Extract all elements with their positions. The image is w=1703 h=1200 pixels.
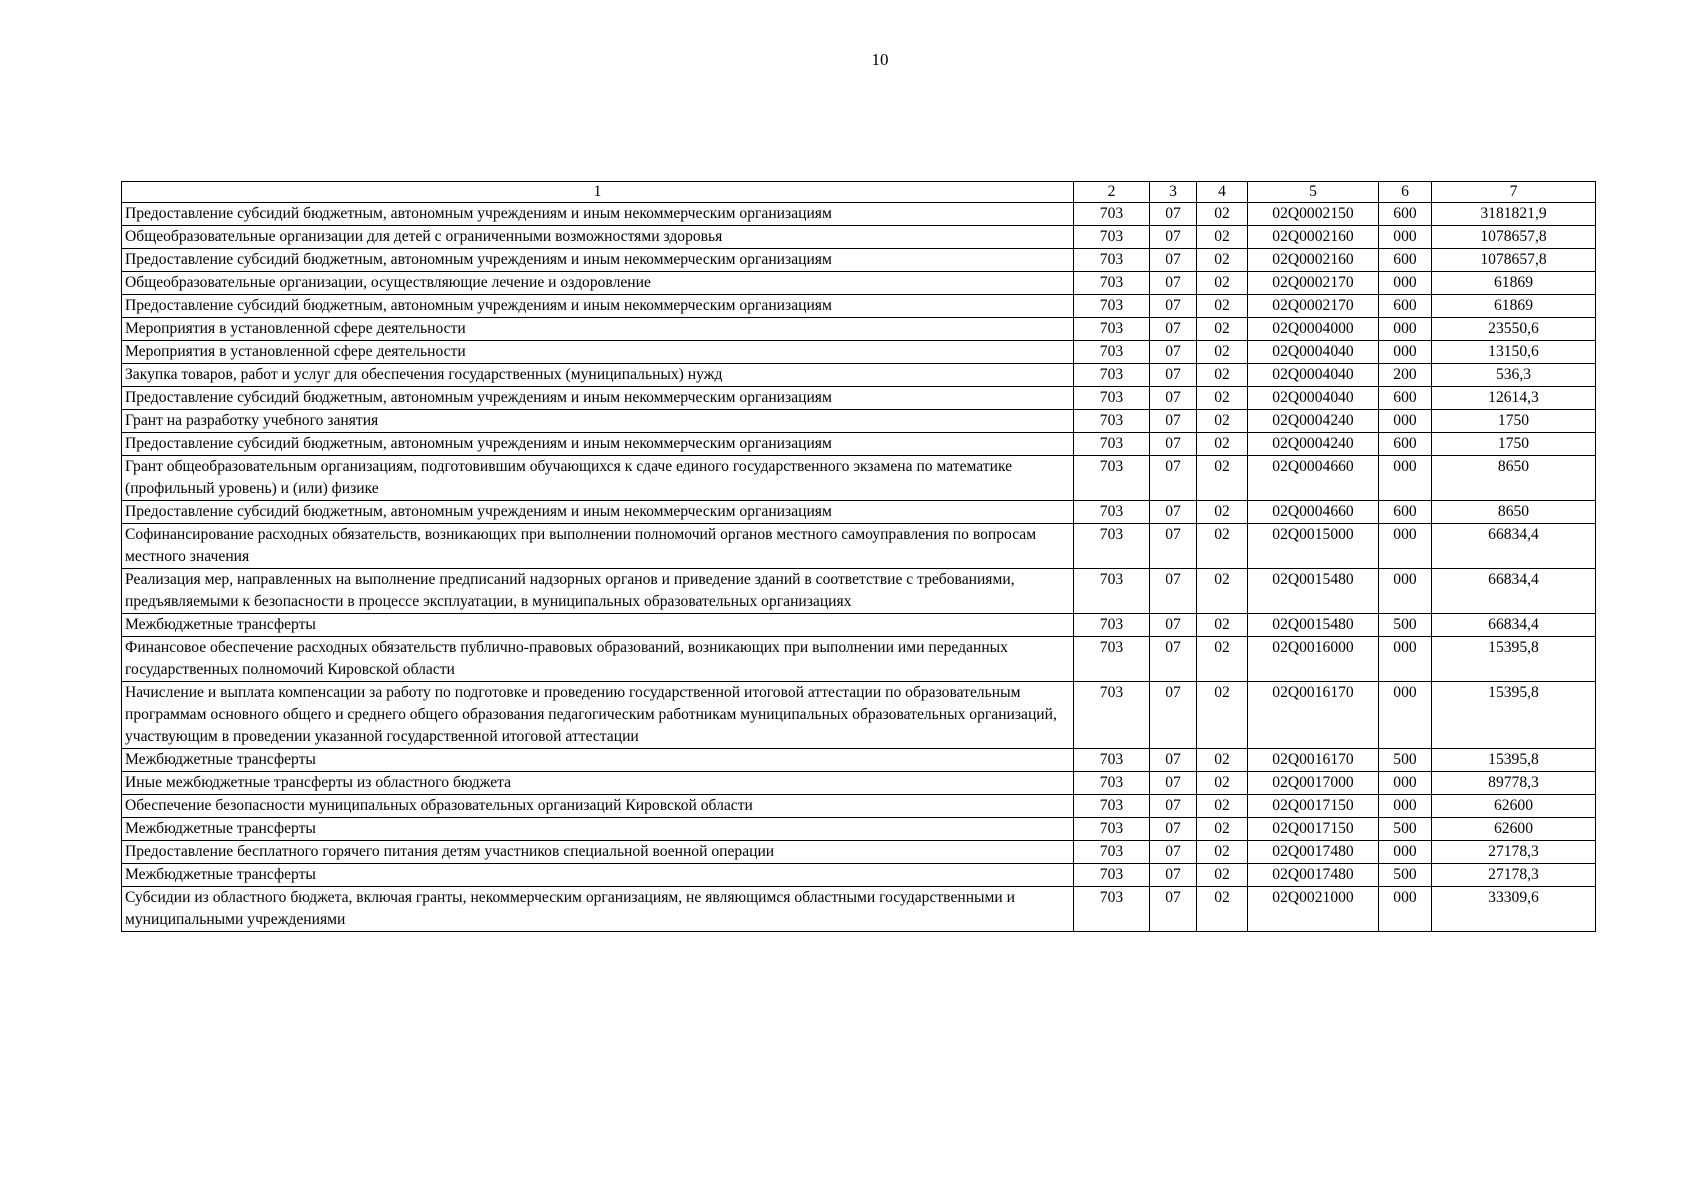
row-code-subsection: 02: [1197, 841, 1248, 864]
row-code-expense-type: 600: [1379, 387, 1432, 410]
row-amount: 66834,4: [1432, 524, 1596, 569]
table-row: [122, 387, 1596, 410]
row-amount: 33309,6: [1432, 887, 1596, 932]
row-code-gr: 703: [1074, 295, 1150, 318]
row-amount: 12614,3: [1432, 387, 1596, 410]
row-amount: 8650: [1432, 456, 1596, 501]
header-cell: 1: [122, 182, 1074, 203]
row-code-expense-type: 000: [1379, 682, 1432, 749]
table-row: [122, 410, 1596, 433]
row-code-gr: 703: [1074, 249, 1150, 272]
row-code-expense-type: 600: [1379, 203, 1432, 226]
row-amount: 3181821,9: [1432, 203, 1596, 226]
row-amount: 536,3: [1432, 364, 1596, 387]
row-code-section: 07: [1150, 295, 1197, 318]
row-code-subsection: 02: [1197, 637, 1248, 682]
row-code-expense-type: 000: [1379, 524, 1432, 569]
row-code-section: 07: [1150, 569, 1197, 614]
row-code-subsection: 02: [1197, 364, 1248, 387]
row-code-expense-type: 500: [1379, 614, 1432, 637]
row-code-gr: 703: [1074, 637, 1150, 682]
row-code-subsection: 02: [1197, 249, 1248, 272]
row-amount: 66834,4: [1432, 614, 1596, 637]
table-row: [122, 456, 1596, 501]
row-code-expense-type: 600: [1379, 433, 1432, 456]
row-code-section: 07: [1150, 456, 1197, 501]
row-code-target: 02Q0017150: [1248, 795, 1379, 818]
table-row: [122, 226, 1596, 249]
row-code-target: 02Q0004240: [1248, 410, 1379, 433]
row-code-expense-type: 000: [1379, 341, 1432, 364]
table-row: [122, 795, 1596, 818]
row-code-subsection: 02: [1197, 524, 1248, 569]
table-row: [122, 614, 1596, 637]
table-row: [122, 569, 1596, 614]
row-code-target: 02Q0017000: [1248, 772, 1379, 795]
row-code-expense-type: 500: [1379, 864, 1432, 887]
row-code-gr: 703: [1074, 524, 1150, 569]
row-code-target: 02Q0002170: [1248, 272, 1379, 295]
row-code-section: 07: [1150, 387, 1197, 410]
row-amount: 15395,8: [1432, 749, 1596, 772]
row-code-target: 02Q0016170: [1248, 682, 1379, 749]
row-code-gr: 703: [1074, 456, 1150, 501]
budget-table-container: [121, 181, 1595, 932]
row-code-gr: 703: [1074, 864, 1150, 887]
table-row: [122, 524, 1596, 569]
row-amount: 13150,6: [1432, 341, 1596, 364]
row-code-target: 02Q0015480: [1248, 569, 1379, 614]
table-row: [122, 887, 1596, 932]
row-code-gr: 703: [1074, 341, 1150, 364]
row-name: Мероприятия в установленной сфере деятельности: [122, 341, 1074, 364]
row-code-gr: 703: [1074, 226, 1150, 249]
row-code-target: 02Q0015000: [1248, 524, 1379, 569]
row-name: Общеобразовательные организации для детей с ограниченными возможностями здоровья: [122, 226, 1074, 249]
row-amount: 62600: [1432, 818, 1596, 841]
row-code-section: 07: [1150, 749, 1197, 772]
row-code-section: 07: [1150, 682, 1197, 749]
row-name: Предоставление субсидий бюджетным, автономным учреждениям и иным некоммерческим организациям: [122, 433, 1074, 456]
table-row: [122, 637, 1596, 682]
row-name: Иные межбюджетные трансферты из областного бюджета: [122, 772, 1074, 795]
row-code-section: 07: [1150, 841, 1197, 864]
row-name: Реализация мер, направленных на выполнение предписаний надзорных органов и приведение зданий в соответствие с требованиями, предъявляемыми к безопасности в процессе эксплуатации, в муниципальных образовательных организациях: [122, 569, 1074, 614]
row-code-target: 02Q0017150: [1248, 818, 1379, 841]
row-amount: 1078657,8: [1432, 249, 1596, 272]
row-code-gr: 703: [1074, 682, 1150, 749]
row-code-subsection: 02: [1197, 614, 1248, 637]
row-code-gr: 703: [1074, 841, 1150, 864]
row-amount: 89778,3: [1432, 772, 1596, 795]
table-row: [122, 501, 1596, 524]
row-code-section: 07: [1150, 272, 1197, 295]
row-code-section: 07: [1150, 318, 1197, 341]
row-code-gr: 703: [1074, 364, 1150, 387]
row-code-subsection: 02: [1197, 226, 1248, 249]
row-amount: 27178,3: [1432, 864, 1596, 887]
row-amount: 1750: [1432, 433, 1596, 456]
row-amount: 15395,8: [1432, 682, 1596, 749]
row-amount: 15395,8: [1432, 637, 1596, 682]
row-code-subsection: 02: [1197, 410, 1248, 433]
row-name: Предоставление бесплатного горячего питания детям участников специальной военной операции: [122, 841, 1074, 864]
row-code-section: 07: [1150, 501, 1197, 524]
row-code-gr: 703: [1074, 569, 1150, 614]
row-code-section: 07: [1150, 410, 1197, 433]
row-code-target: 02Q0002150: [1248, 203, 1379, 226]
row-code-subsection: 02: [1197, 433, 1248, 456]
row-name: Предоставление субсидий бюджетным, автономным учреждениям и иным некоммерческим организациям: [122, 501, 1074, 524]
row-name: Предоставление субсидий бюджетным, автономным учреждениям и иным некоммерческим организациям: [122, 387, 1074, 410]
row-code-section: 07: [1150, 341, 1197, 364]
row-code-section: 07: [1150, 887, 1197, 932]
header-cell: 2: [1074, 182, 1150, 203]
row-code-target: 02Q0002160: [1248, 249, 1379, 272]
budget-table: [121, 181, 1596, 932]
row-name: Предоставление субсидий бюджетным, автономным учреждениям и иным некоммерческим организациям: [122, 249, 1074, 272]
row-name: Межбюджетные трансферты: [122, 818, 1074, 841]
row-name: Межбюджетные трансферты: [122, 614, 1074, 637]
row-amount: 62600: [1432, 795, 1596, 818]
row-code-subsection: 02: [1197, 295, 1248, 318]
table-row: [122, 841, 1596, 864]
row-code-subsection: 02: [1197, 795, 1248, 818]
table-row: [122, 295, 1596, 318]
row-code-target: 02Q0004660: [1248, 501, 1379, 524]
row-code-subsection: 02: [1197, 772, 1248, 795]
row-code-section: 07: [1150, 795, 1197, 818]
row-code-gr: 703: [1074, 433, 1150, 456]
row-code-target: 02Q0021000: [1248, 887, 1379, 932]
table-row: [122, 818, 1596, 841]
row-name: Субсидии из областного бюджета, включая гранты, некоммерческим организациям, не являющимся областными государственными и муниципальными учреждениями: [122, 887, 1074, 932]
row-amount: 23550,6: [1432, 318, 1596, 341]
row-code-expense-type: 500: [1379, 818, 1432, 841]
row-code-subsection: 02: [1197, 864, 1248, 887]
row-code-target: 02Q0016000: [1248, 637, 1379, 682]
row-code-section: 07: [1150, 818, 1197, 841]
row-code-section: 07: [1150, 203, 1197, 226]
row-code-section: 07: [1150, 614, 1197, 637]
row-code-subsection: 02: [1197, 203, 1248, 226]
row-code-expense-type: 000: [1379, 887, 1432, 932]
row-amount: 8650: [1432, 501, 1596, 524]
row-name: Межбюджетные трансферты: [122, 864, 1074, 887]
row-code-subsection: 02: [1197, 569, 1248, 614]
row-code-subsection: 02: [1197, 887, 1248, 932]
header-cell: 4: [1197, 182, 1248, 203]
table-row: [122, 682, 1596, 749]
row-code-subsection: 02: [1197, 749, 1248, 772]
row-amount: 1078657,8: [1432, 226, 1596, 249]
row-code-gr: 703: [1074, 795, 1150, 818]
row-code-gr: 703: [1074, 818, 1150, 841]
row-code-expense-type: 000: [1379, 841, 1432, 864]
table-row: [122, 272, 1596, 295]
row-amount: 27178,3: [1432, 841, 1596, 864]
table-row: [122, 864, 1596, 887]
row-code-section: 07: [1150, 249, 1197, 272]
table-row: [122, 364, 1596, 387]
row-code-target: 02Q0015480: [1248, 614, 1379, 637]
table-row: [122, 433, 1596, 456]
row-name: Грант общеобразовательным организациям, подготовившим обучающихся к сдаче единого государственного экзамена по математике (профильный уровень) и (или) физике: [122, 456, 1074, 501]
row-code-gr: 703: [1074, 749, 1150, 772]
row-code-expense-type: 000: [1379, 410, 1432, 433]
row-code-subsection: 02: [1197, 387, 1248, 410]
row-name: Обеспечение безопасности муниципальных образовательных организаций Кировской области: [122, 795, 1074, 818]
header-cell: 3: [1150, 182, 1197, 203]
row-code-gr: 703: [1074, 272, 1150, 295]
row-code-section: 07: [1150, 637, 1197, 682]
row-code-subsection: 02: [1197, 456, 1248, 501]
row-name: Предоставление субсидий бюджетным, автономным учреждениям и иным некоммерческим организациям: [122, 203, 1074, 226]
table-row: [122, 749, 1596, 772]
row-amount: 1750: [1432, 410, 1596, 433]
row-code-expense-type: 000: [1379, 795, 1432, 818]
row-code-section: 07: [1150, 364, 1197, 387]
table-header: [122, 182, 1596, 203]
row-code-target: 02Q0004660: [1248, 456, 1379, 501]
row-code-gr: 703: [1074, 772, 1150, 795]
row-code-subsection: 02: [1197, 341, 1248, 364]
row-code-target: 02Q0002160: [1248, 226, 1379, 249]
table-row: [122, 318, 1596, 341]
header-cell: 7: [1432, 182, 1596, 203]
row-code-section: 07: [1150, 772, 1197, 795]
row-code-subsection: 02: [1197, 501, 1248, 524]
row-code-target: 02Q0004040: [1248, 341, 1379, 364]
row-name: Финансовое обеспечение расходных обязательств публично-правовых образований, возникающих при выполнении ими переданных государственных полномочий Кировской области: [122, 637, 1074, 682]
row-code-subsection: 02: [1197, 818, 1248, 841]
row-code-target: 02Q0017480: [1248, 864, 1379, 887]
row-code-expense-type: 000: [1379, 569, 1432, 614]
row-code-expense-type: 000: [1379, 772, 1432, 795]
row-code-target: 02Q0004040: [1248, 364, 1379, 387]
row-code-section: 07: [1150, 226, 1197, 249]
row-code-expense-type: 000: [1379, 272, 1432, 295]
table-row: [122, 341, 1596, 364]
row-code-gr: 703: [1074, 203, 1150, 226]
row-code-gr: 703: [1074, 887, 1150, 932]
row-code-gr: 703: [1074, 614, 1150, 637]
row-amount: 61869: [1432, 295, 1596, 318]
table-row: [122, 203, 1596, 226]
row-code-expense-type: 600: [1379, 501, 1432, 524]
row-code-gr: 703: [1074, 501, 1150, 524]
header-row: [122, 182, 1596, 203]
row-name: Грант на разработку учебного занятия: [122, 410, 1074, 433]
row-code-subsection: 02: [1197, 682, 1248, 749]
row-name: Мероприятия в установленной сфере деятельности: [122, 318, 1074, 341]
row-code-target: 02Q0002170: [1248, 295, 1379, 318]
row-code-expense-type: 500: [1379, 749, 1432, 772]
row-code-expense-type: 600: [1379, 295, 1432, 318]
row-code-subsection: 02: [1197, 318, 1248, 341]
table-body: [122, 203, 1596, 932]
row-code-expense-type: 000: [1379, 456, 1432, 501]
row-amount: 66834,4: [1432, 569, 1596, 614]
row-code-target: 02Q0004000: [1248, 318, 1379, 341]
row-name: Софинансирование расходных обязательств, возникающих при выполнении полномочий органов местного самоуправления по вопросам местного значения: [122, 524, 1074, 569]
row-code-gr: 703: [1074, 387, 1150, 410]
row-code-subsection: 02: [1197, 272, 1248, 295]
row-code-expense-type: 200: [1379, 364, 1432, 387]
row-code-gr: 703: [1074, 410, 1150, 433]
row-code-target: 02Q0004240: [1248, 433, 1379, 456]
row-name: Предоставление субсидий бюджетным, автономным учреждениям и иным некоммерческим организациям: [122, 295, 1074, 318]
row-code-target: 02Q0017480: [1248, 841, 1379, 864]
row-code-section: 07: [1150, 433, 1197, 456]
row-amount: 61869: [1432, 272, 1596, 295]
row-code-target: 02Q0004040: [1248, 387, 1379, 410]
page-number: 10: [871, 50, 889, 69]
header-cell: 5: [1248, 182, 1379, 203]
table-row: [122, 772, 1596, 795]
row-code-gr: 703: [1074, 318, 1150, 341]
row-code-expense-type: 000: [1379, 318, 1432, 341]
row-name: Межбюджетные трансферты: [122, 749, 1074, 772]
row-code-expense-type: 000: [1379, 226, 1432, 249]
row-name: Общеобразовательные организации, осуществляющие лечение и оздоровление: [122, 272, 1074, 295]
table-row: [122, 249, 1596, 272]
header-cell: 6: [1379, 182, 1432, 203]
row-code-section: 07: [1150, 524, 1197, 569]
row-code-expense-type: 600: [1379, 249, 1432, 272]
row-code-expense-type: 000: [1379, 637, 1432, 682]
row-code-section: 07: [1150, 864, 1197, 887]
row-name: Закупка товаров, работ и услуг для обеспечения государственных (муниципальных) нужд: [122, 364, 1074, 387]
row-name: Начисление и выплата компенсации за работу по подготовке и проведению государственной итоговой аттестации по образовательным программам основного общего и среднего общего образования педагогическим работникам муниципальных образовательных организаций, участвующим в проведении указанной государственной итоговой аттестации: [122, 682, 1074, 749]
row-code-target: 02Q0016170: [1248, 749, 1379, 772]
